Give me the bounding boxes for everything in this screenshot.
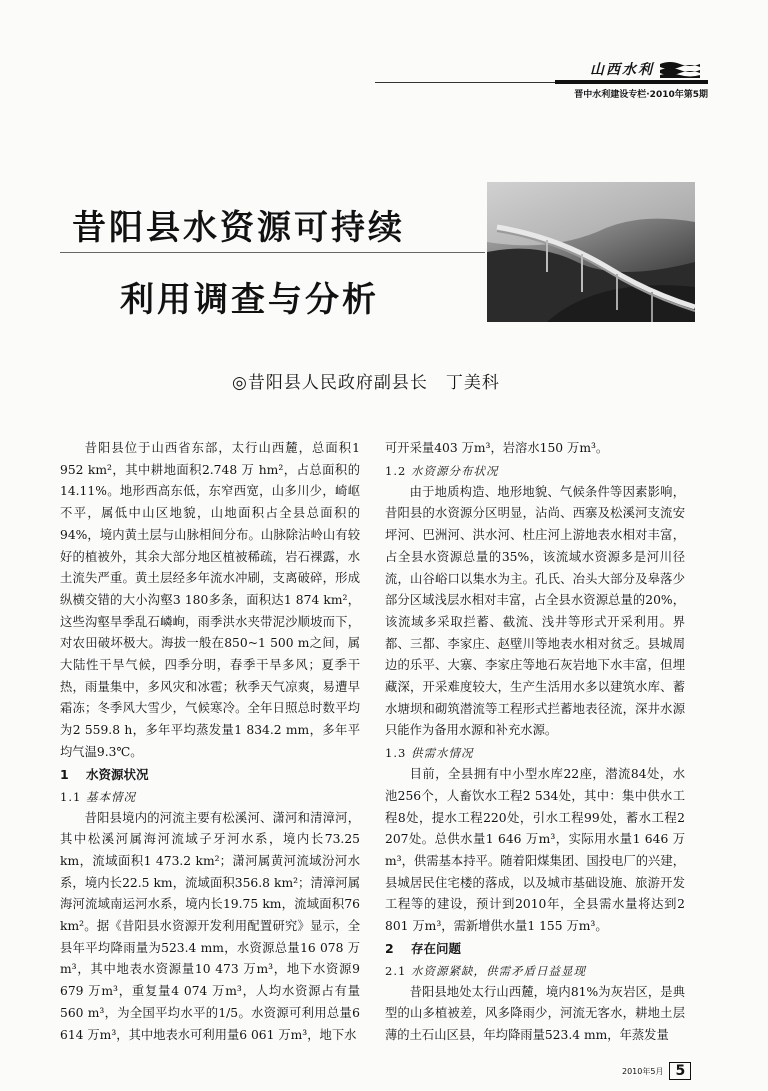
water-wave-icon xyxy=(660,60,700,78)
body-column-right xyxy=(385,438,685,1047)
article-title-line-2: 利用调查与分析 xyxy=(120,280,379,320)
paragraph: 由于地质构造、地形地貌、气候条件等因素影响，昔阳县的水资源分区明显，沾尚、西寨及松溪河支流安坪河、巴洲河、洪水河、杜庄河上游地表水相对丰富，占全县水资源总量的35%，该流域水资源多是河川径流，山谷峪口以集水为主。孔氏、冶头大部分及皋落少部分区域浅层水相对丰富，占全县水资源总量的20%，该流域多采取拦蓄、截流、浅井等形式开采利用。界都、三都、李家庄、赵壁川等地表水相对贫乏。县城周边的乐平、大寨、李家庄等地石灰岩地下水丰富，但埋藏深，开采难度较大，生产生活用水多以建筑水库、蓄水塘坝和砌筑潜流等工程形式拦蓄地表径流，深井水源只能作为备用水源和补充水源。 xyxy=(385,484,685,738)
issue-info: 晋中水利建设专栏·2010年第5期 xyxy=(574,90,708,100)
paragraph: 昔阳县境内的河流主要有松溪河、潇河和清漳河，其中松溪河属海河流域子牙河水系，境内长73.25 km，流域面积1 473.2 km²；潇河属黄河流域汾河水系，境内长22.5 km，流域面积356.8 km²；清漳河属海河流域南运河水系，境内长19.75 km，流域面积76 km²。据《昔阳县水资源开发利用配置研究》显示，全县年平均降雨量为523.4 mm，水资源总量16 078 万m³，其中地表水资源量10 473 万m³，地下水资源9 679 万m³，重复量4 074 万m³，人均水资源占有量560 m³，为全国平均水平的1/5。水资源可利用总量6 614 万m³，其中地表水可利用量6 061 万m³，地下水 xyxy=(60,810,360,1042)
article-title-line-1: 昔阳县水资源可持续 xyxy=(72,208,405,248)
author-byline: ◎昔阳县人民政府副县长 丁美科 xyxy=(232,373,500,393)
intro-paragraph: 昔阳县位于山西省东部，太行山西麓，总面积1 952 km²，其中耕地面积2.748 万 hm²，占总面积的14.11%。地形西高东低，东窄西宽，山多川少，崎岖不平，属低中山区地貌，山地面积占全县总面积的94%，境内黄土层与山脉相间分布。山脉除沾岭山有较好的植被外，其余大部分地区植被稀疏，岩石裸露，水土流失严重。黄土层经多年流水冲刷，支离破碎，形成纵横交错的大小沟壑3 180多条，面积达1 874 km²，这些沟壑旱季乱石嶙峋，雨季洪水夹带泥沙顺坡而下，对农田破坏极大。海拔一般在850~1 500 m之间，属大陆性干旱气候，四季分明，春季干旱多风；夏季干热，雨量集中，多风灾和冰雹；秋季天气凉爽，易遭早霜冻；冬季风大雪少，气候寒冷。全年日照总时数平均为2 559.8 h，多年平均蒸发量1 834.2 mm，多年平均气温9.3℃。 xyxy=(60,441,360,759)
subsection-heading: 1.1 基本情况 xyxy=(60,789,136,804)
footer-date: 2010年5月 xyxy=(622,1066,664,1076)
subsection-heading: 1.2 水资源分布状况 xyxy=(385,463,499,478)
header-rule-bold xyxy=(555,80,708,84)
section-heading: 1 水资源状况 xyxy=(60,766,149,782)
title-divider xyxy=(60,252,485,253)
paragraph: 目前，全县拥有中小型水库22座，潜流84处，水池256个，人畜饮水工程2 534处，其中：集中供水工程8处，提水工程220处，引水工程99处，蓄水工程2 207处。总供水量1 646 万m³，实际用水量1 646 万m³，供需基本持平。随着阳煤集团、国投电厂的兴建，县城居民住宅楼的落成，以及城市基础设施、旅游开发工程等的建设，预计到2010年，全县需水量将达到2 801 万m³，需新增供水量1 155 万m³。 xyxy=(385,767,685,934)
section-heading: 2 存在问题 xyxy=(385,940,462,956)
subsection-heading: 2.1 水资源紧缺，供需矛盾日益显现 xyxy=(385,963,586,978)
journal-brand xyxy=(560,58,700,80)
page-footer xyxy=(622,1062,691,1080)
mountain-bridge-photo xyxy=(487,182,695,322)
subsection-heading: 1.3 供需水情况 xyxy=(385,746,474,761)
paragraph-continued: 可开采量403 万m³，岩溶水150 万m³。 xyxy=(385,441,609,455)
journal-brand-text: 山西水利 xyxy=(590,62,654,78)
page-number: 5 xyxy=(669,1062,691,1080)
paragraph: 昔阳县地处太行山西麓，境内81%为灰岩区，是典型的山多植被差，风多降雨少，河流无客水，耕地土层薄的土石山区县，年均降雨量523.4 mm，年蒸发量 xyxy=(385,984,685,1043)
body-column-left xyxy=(60,438,360,1046)
